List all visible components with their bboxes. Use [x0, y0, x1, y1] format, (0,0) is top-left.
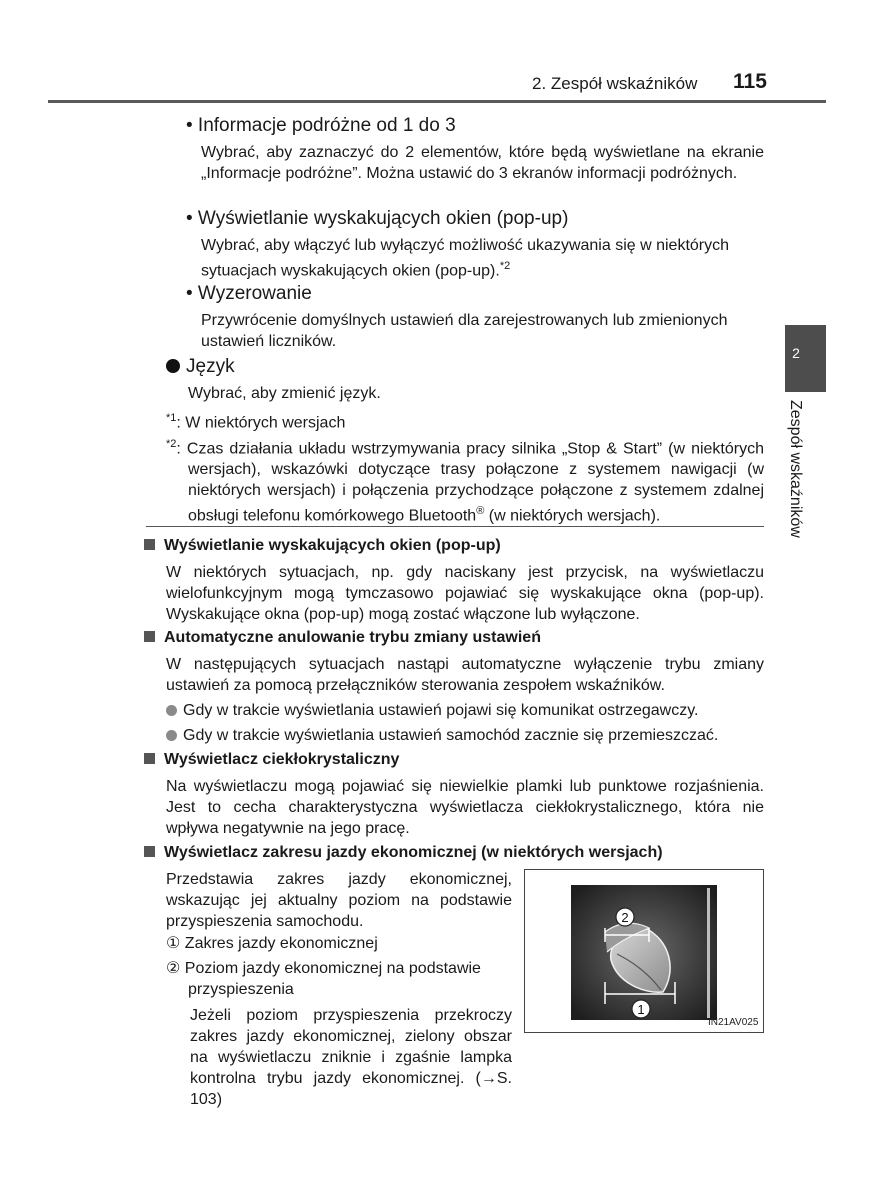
grey-dot-icon — [166, 730, 177, 741]
eco-zone-figure — [524, 869, 764, 1033]
callout-2-label: 2 — [621, 910, 629, 925]
square-bullet-icon — [144, 753, 155, 764]
bullet-dot-icon — [166, 359, 180, 373]
reset-text: Przywrócenie domyślnych ustawień dla zarejestrowanych lub zmienionych ustawień liczników. — [201, 312, 728, 350]
section-popup-heading — [144, 537, 501, 555]
eco-item-2: ② Poziom jazdy ekonomicznej na podstawie przyspieszenia — [166, 960, 481, 998]
auto-cancel-bullet-1 — [166, 700, 698, 721]
section-lcd-text: Na wyświetlaczu mogą pojawiać się niewielkie plamki lub punktowe rozjaśnienia. Jest to cecha charakterystyczna wyświetlacza ciekłokrystalicznego, która nie wpływa negatywnie na jego pracę. — [166, 778, 764, 837]
section-eco-heading — [144, 844, 663, 862]
section-auto-cancel-text: W następujących sytuacjach nastąpi automatyczne wyłączenie trybu zmiany ustawień za pomocą przełączników sterowania zespołem wskaźników. — [166, 656, 764, 694]
section-popup-title: Wyświetlanie wyskakujących okien (pop-up) — [164, 537, 501, 554]
section-auto-cancel-title: Automatyczne anulowanie trybu zmiany ustawień — [164, 629, 541, 646]
language-row — [166, 356, 235, 378]
auto-cancel-bullet-2-text: Gdy w trakcie wyświetlania ustawień samochód zacznie się przemieszczać. — [183, 727, 719, 744]
eco-note: Jeżeli poziom przyspieszenia przekroczy zakres jazdy ekonomicznej, zielony obszar na wyświetlaczu zniknie i zgaśnie lampka kontrolna trybu jazdy ekonomicznej. (→S. 103) — [190, 1007, 512, 1108]
registered-mark: ® — [476, 505, 485, 518]
section-popup-text: W niektórych sytuacjach, np. gdy naciskany jest przycisk, na wyświetlaczu wielofunkcyjnym mogą tymczasowo pojawiać się wyskakujące okna (pop-up). Wyskakujące okna (pop-up) mogą zostać włączone lub wyłączone. — [166, 564, 764, 623]
square-bullet-icon — [144, 539, 155, 550]
callout-1-label: 1 — [637, 1002, 645, 1017]
auto-cancel-bullet-1-text: Gdy w trakcie wyświetlania ustawień pojawi się komunikat ostrzegawczy. — [183, 702, 699, 719]
popup-text: Wybrać, aby włączyć lub wyłączyć możliwość ukazywania się w niektórych sytuacjach wyskakujących okien (pop-up). — [201, 237, 730, 280]
section-auto-cancel-heading — [144, 629, 541, 647]
footnote-1-mark: *1 — [166, 412, 177, 424]
figure-code: IN21AV025 — [708, 1017, 759, 1028]
grey-dot-icon — [166, 705, 177, 716]
square-bullet-icon — [144, 631, 155, 642]
display-side-bar — [707, 888, 710, 1018]
footnote-2 — [166, 434, 764, 527]
popup-footnote-ref: *2 — [499, 260, 511, 272]
footnote-2-mark: *2 — [166, 438, 177, 450]
trip-info-title: • Informacje podróżne od 1 do 3 — [186, 115, 456, 136]
footnote-1 — [166, 408, 345, 433]
square-bullet-icon — [144, 846, 155, 857]
footnote-2-text-b: (w niektórych wersjach). — [484, 507, 661, 525]
auto-cancel-bullet-2 — [166, 725, 718, 746]
page-number: 115 — [733, 70, 767, 93]
popup-text-block — [201, 235, 764, 281]
chapter-title: 2. Zespół wskaźników — [532, 74, 698, 93]
header-rule — [48, 100, 826, 103]
eco-zone-illustration — [525, 870, 763, 1032]
eco-item-1: ① Zakres jazdy ekonomicznej — [166, 935, 378, 952]
section-lcd-heading — [144, 751, 399, 769]
section-eco-title: Wyświetlacz zakresu jazdy ekonomicznej (w niektórych wersjach) — [164, 844, 663, 861]
footnote-1-text: : W niektórych wersjach — [176, 414, 346, 432]
reset-title: • Wyzerowanie — [186, 283, 312, 304]
section-lcd-title: Wyświetlacz ciekłokrystaliczny — [164, 751, 400, 768]
footnote-2-text-a: : Czas działania układu wstrzymywania pracy silnika „Stop & Start” (w niektórych wersjach), wskazówki dotyczące trasy połączone z systemem nawigacji (w niektórych wersjach) i połączenia przychodzące połączone z systemem zdalnej obsługi telefonu komórkowego Bluetooth — [176, 440, 764, 525]
popup-title: • Wyświetlanie wyskakujących okien (pop-up) — [186, 208, 569, 229]
chapter-side-title: Zespół wskaźników — [787, 400, 804, 538]
section-divider — [146, 526, 764, 527]
language-text: Wybrać, aby zmienić język. — [188, 385, 381, 402]
chapter-tab-number: 2 — [792, 345, 800, 361]
trip-info-text: Wybrać, aby zaznaczyć do 2 elementów, które będą wyświetlane na ekranie „Informacje podróżne”. Można ustawić do 3 ekranów informacji podróżnych. — [201, 144, 764, 182]
section-eco-text: Przedstawia zakres jazdy ekonomicznej, wskazując jej aktualny poziom na podstawie przyspieszenia samochodu. — [166, 871, 512, 930]
language-title: Język — [186, 356, 235, 377]
